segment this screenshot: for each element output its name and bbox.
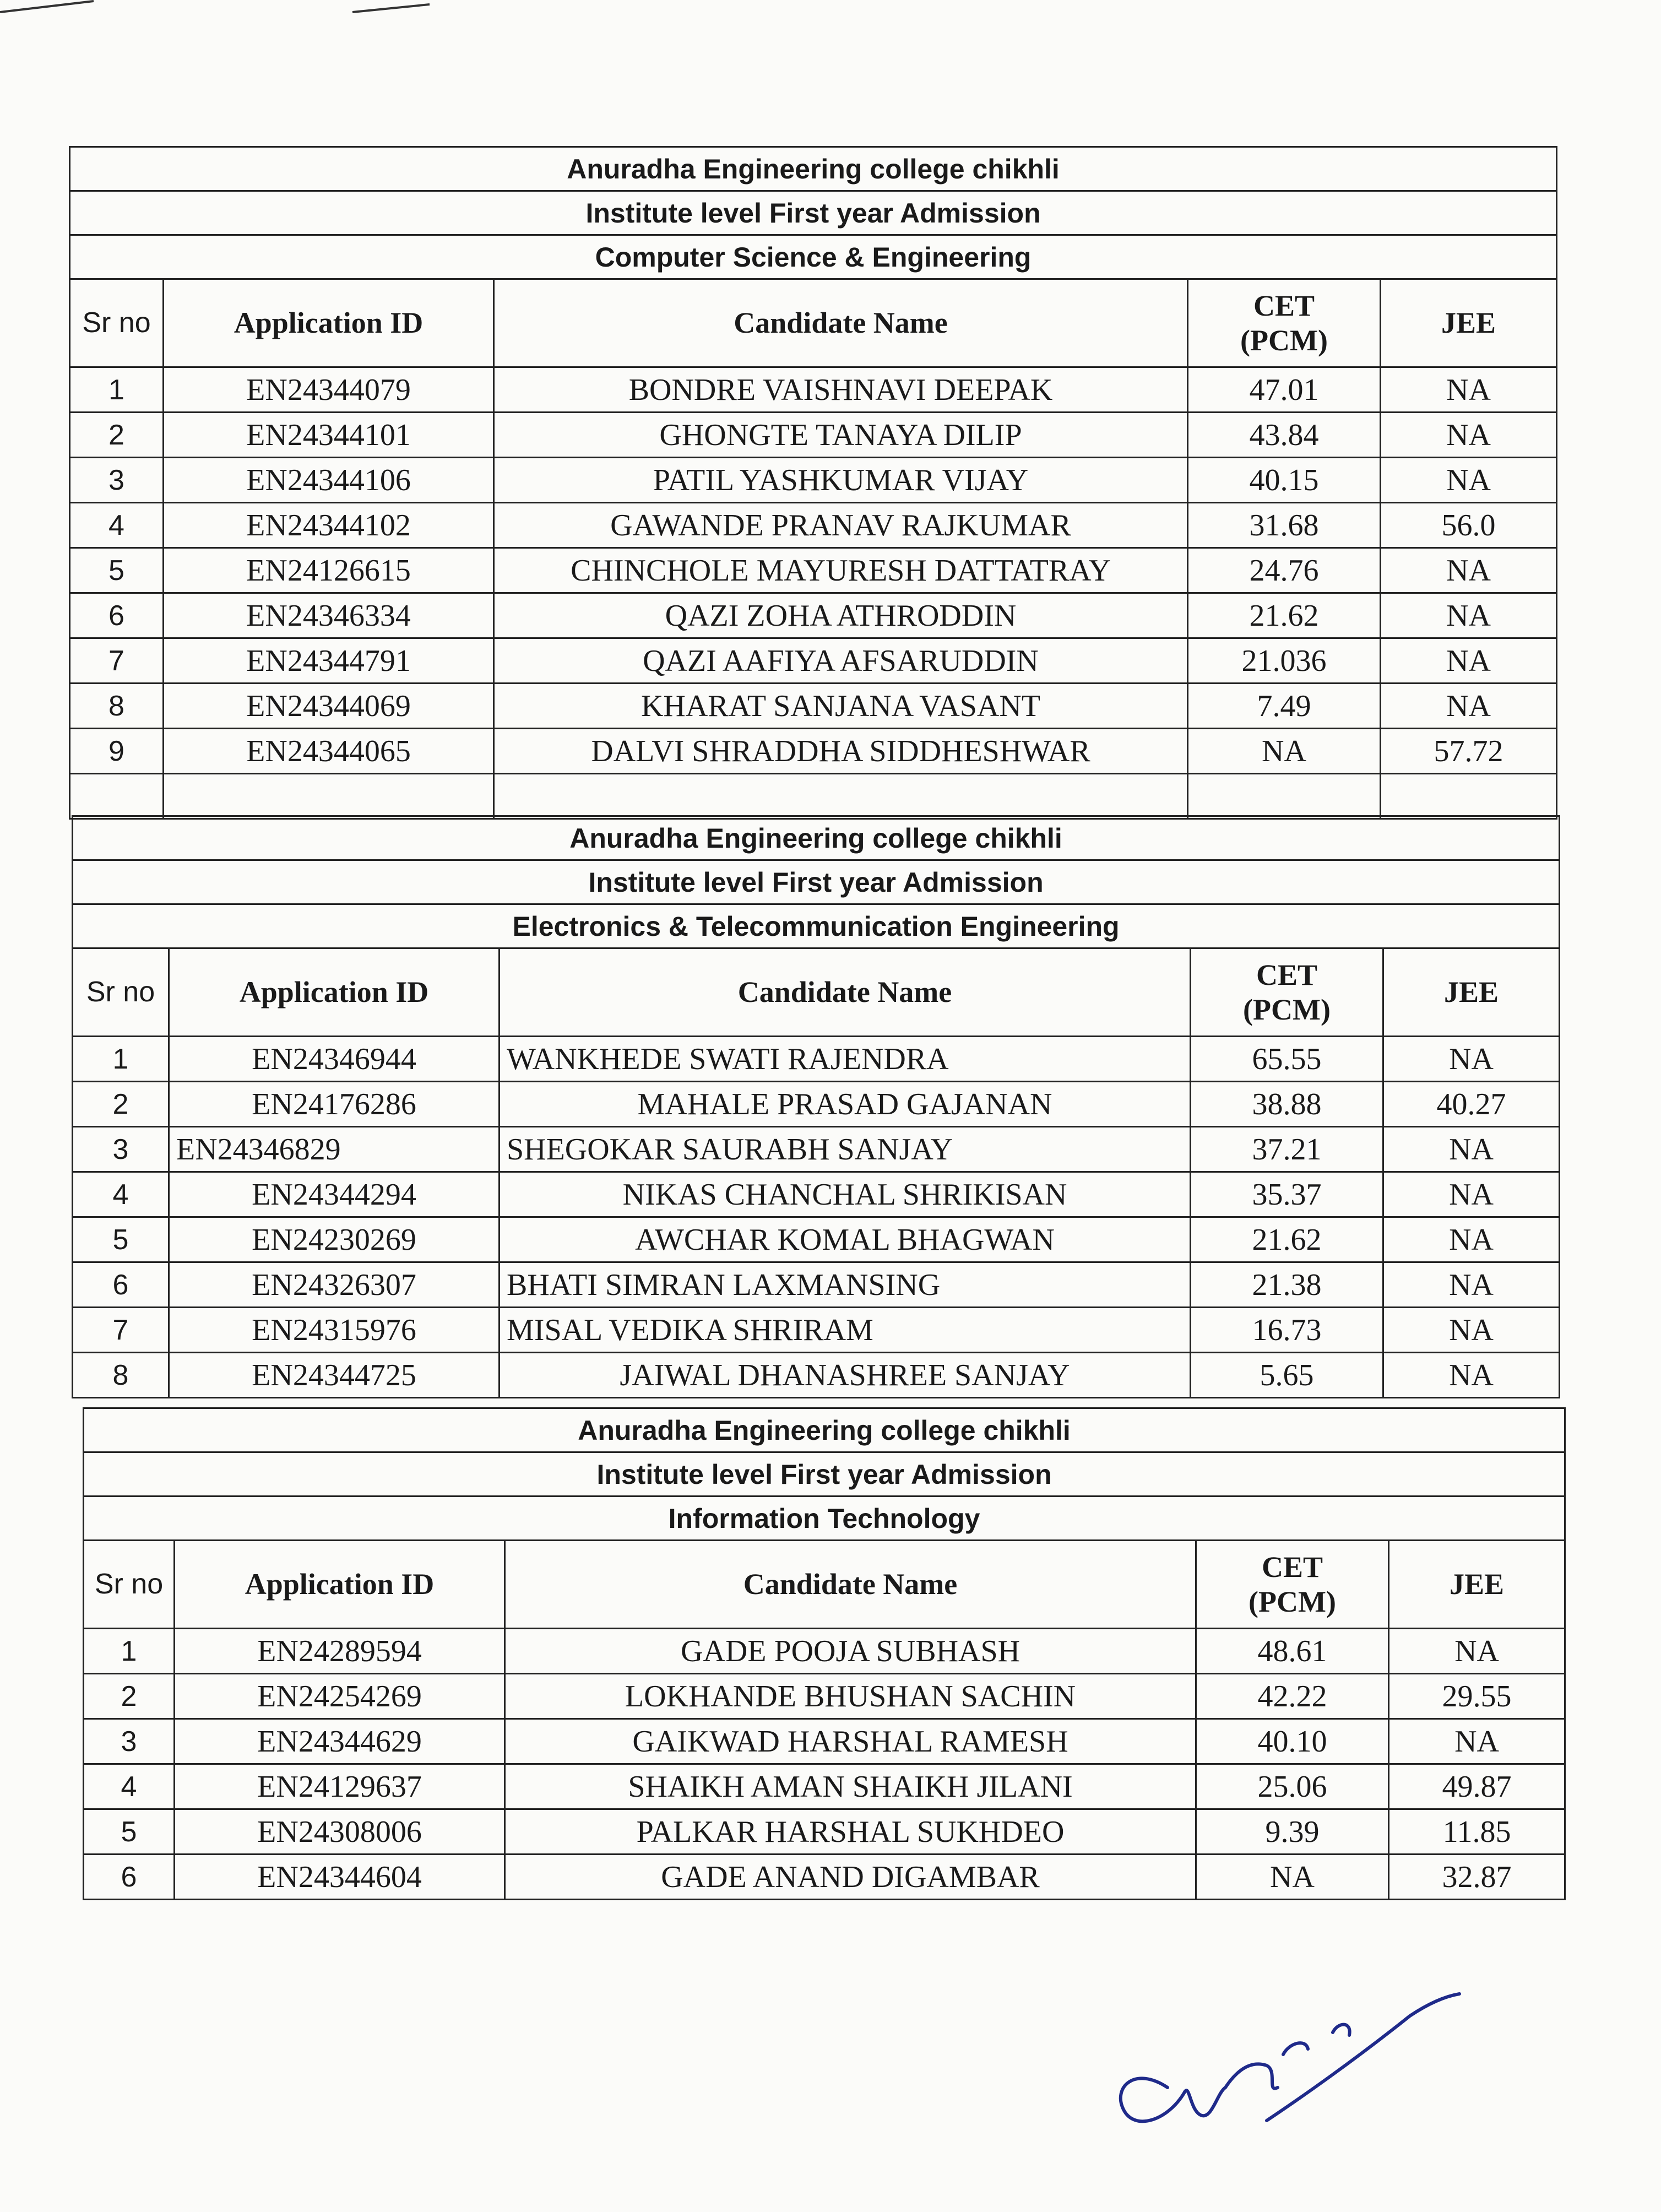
cet-score-cell: 25.06 [1196,1764,1389,1809]
cet-score-cell: 5.65 [1191,1353,1383,1398]
table-row [70,367,1557,413]
table-row [73,1127,1560,1172]
application-id-cell: EN24326307 [169,1262,500,1308]
banner-row-college [73,816,1560,860]
banner-row-college [84,1408,1565,1452]
sr-no-cell: 2 [73,1082,169,1127]
candidate-name-cell: GAWANDE PRANAV RAJKUMAR [494,503,1188,548]
application-id-cell: EN24129637 [175,1764,505,1809]
table-row [84,1674,1565,1719]
admission-title: Institute level First year Admission [73,860,1560,904]
banner-row-admission [73,860,1560,904]
candidate-name-header: Candidate Name [494,279,1188,367]
cet-score-cell: 21.38 [1191,1262,1383,1308]
table-row [84,1764,1565,1809]
application-id-cell: EN24308006 [175,1809,505,1855]
candidate-name-cell: GADE ANAND DIGAMBAR [505,1855,1196,1900]
entc-admission-table [72,815,1560,1398]
application-id-header: Application ID [169,948,500,1037]
header-row [73,948,1560,1037]
candidate-name-cell: QAZI ZOHA ATHRODDIN [494,593,1188,638]
cet-score-cell: 24.76 [1188,548,1381,593]
cet-score-cell: 40.15 [1188,458,1381,503]
table-row [84,1719,1565,1764]
sr-no-cell: 6 [73,1262,169,1308]
jee-score-cell: NA [1383,1262,1560,1308]
application-id-cell [164,774,494,819]
cet-score-cell: 31.68 [1188,503,1381,548]
banner-row-college [70,147,1557,191]
application-id-cell: EN24254269 [175,1674,505,1719]
application-id-header: Application ID [164,279,494,367]
jee-score-cell: 49.87 [1389,1764,1565,1809]
sr-no-cell: 5 [73,1217,169,1262]
application-id-cell: EN24315976 [169,1308,500,1353]
jee-score-cell: NA [1381,638,1557,684]
application-id-cell: EN24344294 [169,1172,500,1217]
jee-score-cell: NA [1381,593,1557,638]
top-edge-marks [0,0,1661,33]
application-id-cell: EN24289594 [175,1629,505,1674]
admission-title: Institute level First year Admission [84,1452,1565,1497]
candidate-name-cell: WANKHEDE SWATI RAJENDRA [500,1037,1191,1082]
jee-score-cell: 56.0 [1381,503,1557,548]
it-admission-table [83,1407,1566,1900]
jee-score-cell: NA [1383,1172,1560,1217]
sr-no-cell: 7 [70,638,164,684]
table-row [70,729,1557,774]
sr-no-cell: 3 [84,1719,175,1764]
cet-score-cell: 21.62 [1188,593,1381,638]
jee-header: JEE [1389,1541,1565,1629]
sr-no-header: Sr no [73,948,169,1037]
table-row [84,1629,1565,1674]
application-id-cell: EN24344629 [175,1719,505,1764]
college-name: Anuradha Engineering college chikhli [84,1408,1565,1452]
jee-score-cell: NA [1381,413,1557,458]
jee-header: JEE [1381,279,1557,367]
application-id-cell: EN24344102 [164,503,494,548]
cet-score-cell: 35.37 [1191,1172,1383,1217]
application-id-cell: EN24344101 [164,413,494,458]
jee-score-cell: 11.85 [1389,1809,1565,1855]
candidate-name-cell: GAIKWAD HARSHAL RAMESH [505,1719,1196,1764]
sr-no-cell: 3 [73,1127,169,1172]
cet-score-cell [1188,774,1381,819]
application-id-cell: EN24344065 [164,729,494,774]
table-row [70,638,1557,684]
cet-score-cell: 65.55 [1191,1037,1383,1082]
cet-header: CET (PCM) [1196,1541,1389,1629]
college-name: Anuradha Engineering college chikhli [70,147,1557,191]
candidate-name-cell: QAZI AAFIYA AFSARUDDIN [494,638,1188,684]
cet-score-cell: 9.39 [1196,1809,1389,1855]
candidate-name-cell: MAHALE PRASAD GAJANAN [500,1082,1191,1127]
jee-score-cell: 32.87 [1389,1855,1565,1900]
table-row [73,1353,1560,1398]
sr-no-cell [70,774,164,819]
entc-table-body [73,816,1560,1398]
sr-no-cell: 5 [70,548,164,593]
application-id-cell: EN24344791 [164,638,494,684]
cse-table-body [70,147,1557,819]
candidate-name-cell: MISAL VEDIKA SHRIRAM [500,1308,1191,1353]
branch-title: Information Technology [84,1497,1565,1541]
sr-no-cell: 8 [70,684,164,729]
candidate-name-cell [494,774,1188,819]
header-row [84,1541,1565,1629]
table-row [70,413,1557,458]
application-id-cell: EN24346334 [164,593,494,638]
sr-no-cell: 2 [84,1674,175,1719]
jee-score-cell: NA [1383,1127,1560,1172]
application-id-cell: EN24344079 [164,367,494,413]
cet-score-cell: 40.10 [1196,1719,1389,1764]
sr-no-cell: 7 [73,1308,169,1353]
sr-no-cell: 4 [73,1172,169,1217]
college-name: Anuradha Engineering college chikhli [73,816,1560,860]
cet-score-cell: 7.49 [1188,684,1381,729]
jee-score-cell: NA [1381,548,1557,593]
cet-header: CET (PCM) [1188,279,1381,367]
cet-score-cell: 16.73 [1191,1308,1383,1353]
application-id-cell: EN24344069 [164,684,494,729]
candidate-name-header: Candidate Name [500,948,1191,1037]
branch-title: Electronics & Telecommunication Engineering [73,904,1560,948]
jee-score-cell: NA [1381,684,1557,729]
jee-score-cell [1381,774,1557,819]
sr-no-cell: 4 [70,503,164,548]
candidate-name-cell: PALKAR HARSHAL SUKHDEO [505,1809,1196,1855]
cse-admission-table [69,146,1557,820]
table-row [73,1082,1560,1127]
cet-score-cell: NA [1196,1855,1389,1900]
table-row [73,1217,1560,1262]
candidate-name-cell: BONDRE VAISHNAVI DEEPAK [494,367,1188,413]
table-row [73,1308,1560,1353]
jee-score-cell: 40.27 [1383,1082,1560,1127]
admission-title: Institute level First year Admission [70,191,1557,235]
application-id-cell: EN24346944 [169,1037,500,1082]
banner-row-admission [84,1452,1565,1497]
table-row [70,684,1557,729]
cet-score-cell: 21.62 [1191,1217,1383,1262]
application-id-cell: EN24344604 [175,1855,505,1900]
sr-no-cell: 2 [70,413,164,458]
signature-mark [1101,1983,1487,2165]
sr-no-cell: 6 [84,1855,175,1900]
table-row [73,1262,1560,1308]
banner-row-branch [73,904,1560,948]
candidate-name-cell: PATIL YASHKUMAR VIJAY [494,458,1188,503]
jee-score-cell: 57.72 [1381,729,1557,774]
sr-no-cell: 9 [70,729,164,774]
application-id-cell: EN24230269 [169,1217,500,1262]
cet-header: CET (PCM) [1191,948,1383,1037]
sr-no-header: Sr no [70,279,164,367]
table-row [84,1809,1565,1855]
sr-no-header: Sr no [84,1541,175,1629]
application-id-cell: EN24126615 [164,548,494,593]
candidate-name-header: Candidate Name [505,1541,1196,1629]
cet-score-cell: 43.84 [1188,413,1381,458]
table-row [70,458,1557,503]
candidate-name-cell: KHARAT SANJANA VASANT [494,684,1188,729]
candidate-name-cell: BHATI SIMRAN LAXMANSING [500,1262,1191,1308]
application-id-cell: EN24344725 [169,1353,500,1398]
cet-score-cell: NA [1188,729,1381,774]
banner-row-admission [70,191,1557,235]
candidate-name-cell: GADE POOJA SUBHASH [505,1629,1196,1674]
jee-score-cell: NA [1383,1353,1560,1398]
cet-score-cell: 38.88 [1191,1082,1383,1127]
sr-no-cell: 6 [70,593,164,638]
cet-score-cell: 47.01 [1188,367,1381,413]
table-row [84,1855,1565,1900]
candidate-name-cell: SHEGOKAR SAURABH SANJAY [500,1127,1191,1172]
jee-score-cell: NA [1381,458,1557,503]
jee-score-cell: 29.55 [1389,1674,1565,1719]
application-id-cell: EN24176286 [169,1082,500,1127]
jee-score-cell: NA [1383,1037,1560,1082]
jee-score-cell: NA [1383,1308,1560,1353]
jee-score-cell: NA [1383,1217,1560,1262]
sr-no-cell: 4 [84,1764,175,1809]
candidate-name-cell: JAIWAL DHANASHREE SANJAY [500,1353,1191,1398]
table-row [70,503,1557,548]
application-id-header: Application ID [175,1541,505,1629]
sr-no-cell: 1 [70,367,164,413]
table-row [70,774,1557,819]
table-row [70,593,1557,638]
sr-no-cell: 5 [84,1809,175,1855]
cet-score-cell: 42.22 [1196,1674,1389,1719]
candidate-name-cell: AWCHAR KOMAL BHAGWAN [500,1217,1191,1262]
candidate-name-cell: DALVI SHRADDHA SIDDHESHWAR [494,729,1188,774]
header-row [70,279,1557,367]
table-row [73,1172,1560,1217]
cet-score-cell: 48.61 [1196,1629,1389,1674]
candidate-name-cell: CHINCHOLE MAYURESH DATTATRAY [494,548,1188,593]
sr-no-cell: 8 [73,1353,169,1398]
jee-score-cell: NA [1389,1719,1565,1764]
table-row [70,548,1557,593]
candidate-name-cell: SHAIKH AMAN SHAIKH JILANI [505,1764,1196,1809]
cet-score-cell: 37.21 [1191,1127,1383,1172]
it-table-body [84,1408,1565,1900]
sr-no-cell: 1 [73,1037,169,1082]
application-id-cell: EN24346829 [169,1127,500,1172]
application-id-cell: EN24344106 [164,458,494,503]
sr-no-cell: 3 [70,458,164,503]
jee-score-cell: NA [1381,367,1557,413]
candidate-name-cell: GHONGTE TANAYA DILIP [494,413,1188,458]
jee-header: JEE [1383,948,1560,1037]
table-row [73,1037,1560,1082]
candidate-name-cell: NIKAS CHANCHAL SHRIKISAN [500,1172,1191,1217]
branch-title: Computer Science & Engineering [70,235,1557,279]
banner-row-branch [84,1497,1565,1541]
banner-row-branch [70,235,1557,279]
jee-score-cell: NA [1389,1629,1565,1674]
cet-score-cell: 21.036 [1188,638,1381,684]
sr-no-cell: 1 [84,1629,175,1674]
candidate-name-cell: LOKHANDE BHUSHAN SACHIN [505,1674,1196,1719]
